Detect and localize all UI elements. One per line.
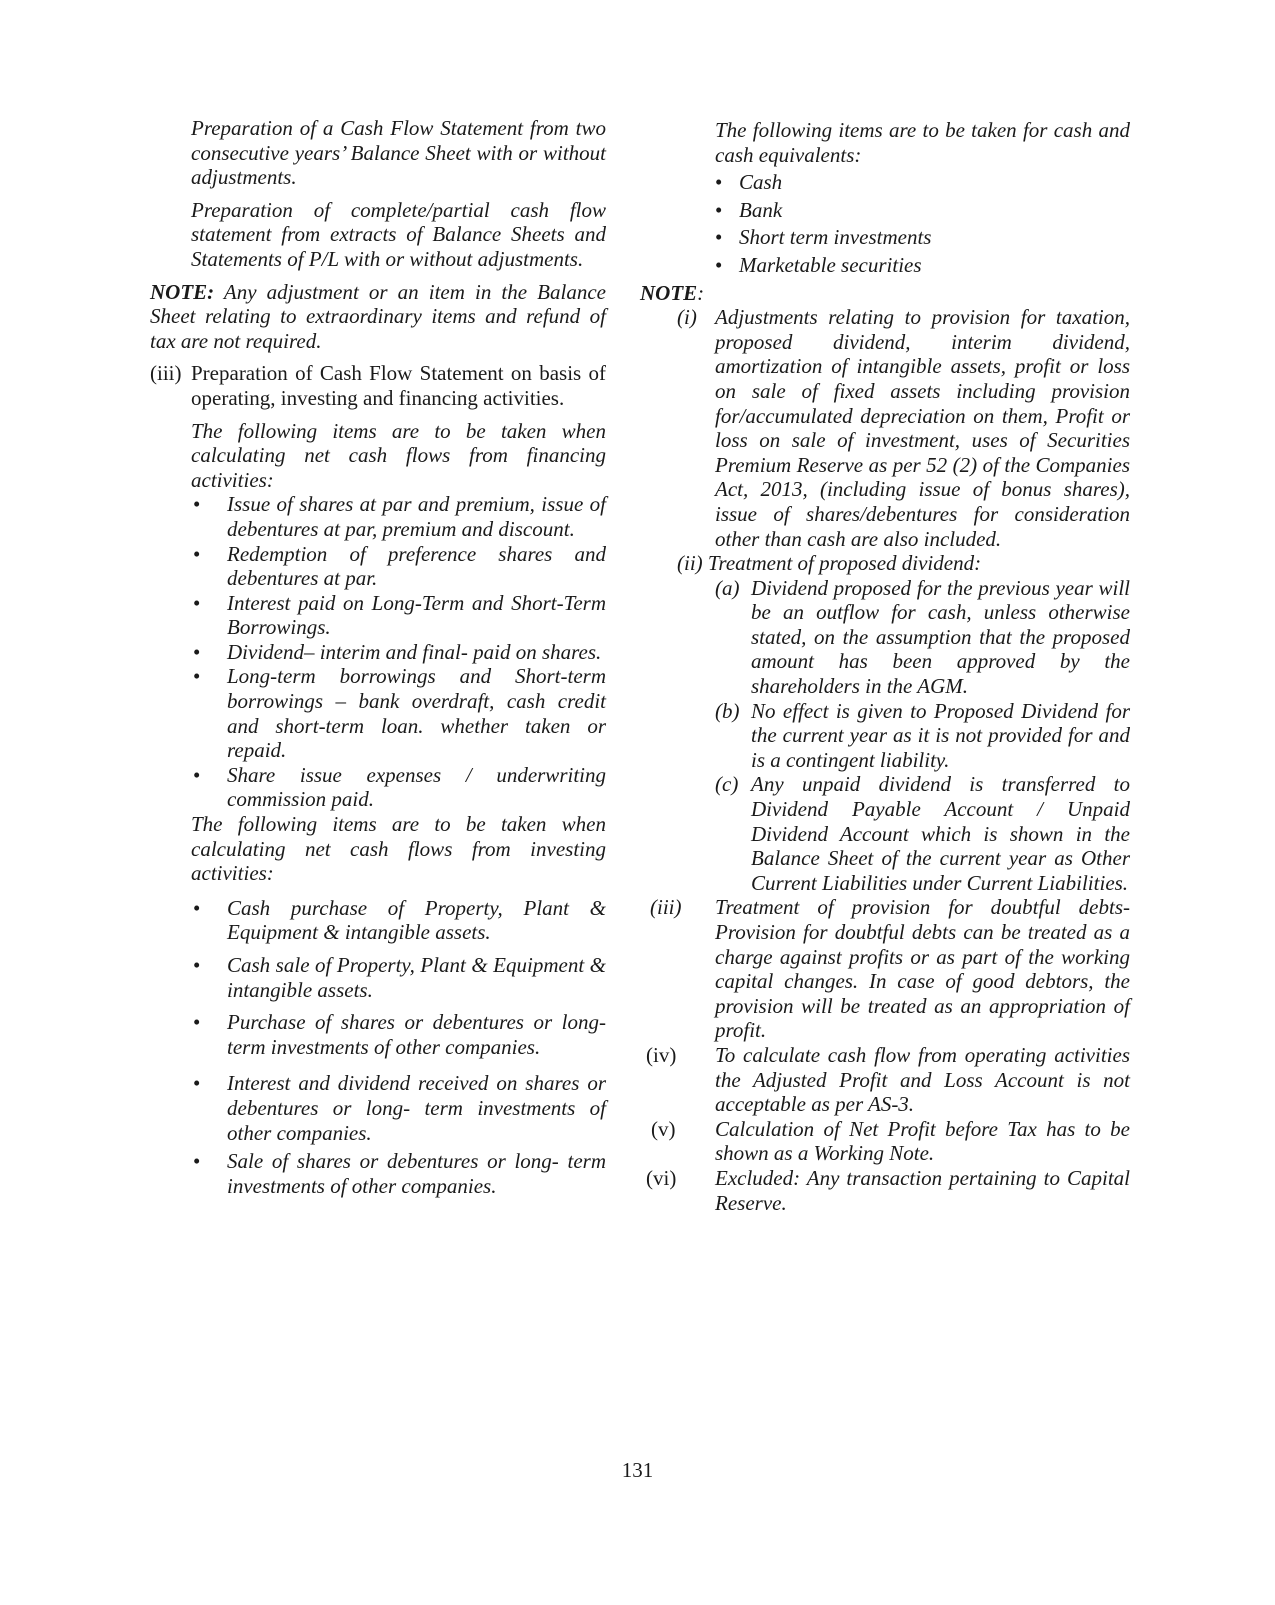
note-iv-label: (iv) bbox=[646, 1042, 677, 1067]
note-iii-label: (iii) bbox=[650, 895, 682, 920]
cash-equivalents-list bbox=[640, 170, 1130, 277]
note-i-text: Adjustments relating to provision for taxation, proposed dividend, interim dividend, amortization of intangible assets, profit or loss on sale of fixed assets including provision for/accumulated depreciation on them, Profit or loss on sale of investment, uses of Securities Premium Reserve as per 52 (2) of the Companies Act, 2013, (including issue of bonus shares), issue of shares/debentures for consideration other than cash are also included. bbox=[715, 305, 1130, 551]
investing-intro: The following items are to be taken when calculating net cash flows from investing activities: bbox=[191, 812, 606, 886]
list-item: • Bank bbox=[739, 198, 1130, 223]
list-item: • Redemption of preference shares and debentures at par. bbox=[227, 542, 606, 591]
sub-item-a-label: (a) bbox=[715, 575, 740, 600]
note-ii: (ii) Treatment of proposed dividend: bbox=[677, 551, 982, 576]
list-item: • Long-term borrowings and Short-term borrowings – bank overdraft, cash credit and short-term loan. whether taken or repaid. bbox=[227, 664, 606, 762]
list-item: • Cash purchase of Property, Plant & Equipment & intangible assets. bbox=[227, 896, 606, 945]
note-v-text: Calculation of Net Profit before Tax has to be shown as a Working Note. bbox=[715, 1116, 1130, 1166]
note-v bbox=[640, 1117, 1130, 1166]
list-item: • Short term investments bbox=[739, 225, 1130, 250]
financing-intro: The following items are to be taken when calculating net cash flows from financing activities: bbox=[191, 418, 606, 492]
note-iv-text: To calculate cash flow from operating activities the Adjusted Profit and Loss Account is not acceptable as per AS-3. bbox=[715, 1042, 1130, 1117]
list-item: • Sale of shares or debentures or long- term investments of other companies. bbox=[227, 1149, 606, 1198]
cash-equivalents-intro: The following items are to be taken for cash and cash equivalents: bbox=[715, 118, 1130, 167]
sub-item-a-text: Dividend proposed for the previous year will be an outflow for cash, unless otherwise stated, on the assumption that the proposed amount has been approved by the shareholders in the AGM. bbox=[751, 575, 1130, 699]
right-column bbox=[640, 116, 1130, 1215]
note-heading bbox=[640, 281, 1130, 306]
sub-item-b bbox=[640, 699, 1130, 773]
sub-item-c-label: (c) bbox=[715, 772, 739, 797]
note-paragraph bbox=[150, 280, 606, 354]
paragraph-partial-cash-flow: Preparation of complete/partial cash flow statement from extracts of Balance Sheets and Statements of P/L with or without adjustments. bbox=[191, 197, 606, 271]
page-number: 131 bbox=[621, 1458, 654, 1482]
note-label: NOTE bbox=[640, 280, 698, 305]
investing-list bbox=[150, 896, 606, 1199]
note-i bbox=[640, 305, 1130, 551]
note-vi-text: Excluded: Any transaction pertaining to Capital Reserve. bbox=[715, 1165, 1130, 1215]
sub-item-b-label: (b) bbox=[715, 698, 740, 723]
note-i-label: (i) bbox=[677, 305, 697, 330]
item-iii bbox=[150, 361, 606, 410]
list-item: • Interest paid on Long-Term and Short-Term Borrowings. bbox=[227, 591, 606, 640]
note-iii-text: Treatment of provision for doubtful debts- Provision for doubtful debts can be treated as a charge against profits or as part of the working capital changes. In case of good debtors, the provision will be treated as an appropriation of profit. bbox=[715, 895, 1130, 1043]
note-vi bbox=[640, 1166, 1130, 1215]
sub-item-c-text: Any unpaid dividend is transferred to Dividend Payable Account / Unpaid Dividend Account which is shown in the Balance Sheet of the current year as Other Current Liabilities under Current Liabilities. bbox=[751, 772, 1130, 895]
sub-item-c bbox=[640, 772, 1130, 895]
list-item: • Interest and dividend received on shares or debentures or long- term investments of other companies. bbox=[227, 1071, 606, 1145]
note-colon: : bbox=[697, 280, 705, 305]
list-item: • Dividend– interim and final- paid on shares. bbox=[227, 640, 606, 665]
paragraph-two-year-balance-sheet: Preparation of a Cash Flow Statement from two consecutive years’ Balance Sheet with or without adjustments. bbox=[191, 116, 606, 190]
list-item: • Marketable securities bbox=[739, 253, 1130, 278]
note-iv bbox=[640, 1043, 1130, 1117]
item-iii-text: Preparation of Cash Flow Statement on basis of operating, investing and financing activities. bbox=[191, 361, 606, 410]
list-item: • Share issue expenses / underwriting commission paid. bbox=[227, 763, 606, 812]
note-vi-label: (vi) bbox=[646, 1165, 677, 1190]
note-text: Any adjustment or an item in the Balance Sheet relating to extraordinary items and refund of tax are not required. bbox=[150, 279, 606, 353]
sub-item-a bbox=[640, 576, 1130, 699]
list-item: • Purchase of shares or debentures or long-term investments of other companies. bbox=[227, 1010, 606, 1059]
list-item: • Cash bbox=[739, 170, 1130, 195]
left-column bbox=[150, 116, 606, 1198]
list-item: • Issue of shares at par and premium, issue of debentures at par, premium and discount. bbox=[227, 492, 606, 541]
list-item: • Cash sale of Property, Plant & Equipment & intangible assets. bbox=[227, 953, 606, 1002]
note-iii bbox=[640, 895, 1130, 1043]
note-label: NOTE: bbox=[150, 279, 215, 304]
financing-list bbox=[150, 492, 606, 812]
note-v-label: (v) bbox=[651, 1116, 676, 1141]
item-iii-label: (iii) bbox=[150, 361, 182, 386]
sub-item-b-text: No effect is given to Proposed Dividend for the current year as it is not provided for and is a contingent liability. bbox=[751, 698, 1130, 772]
